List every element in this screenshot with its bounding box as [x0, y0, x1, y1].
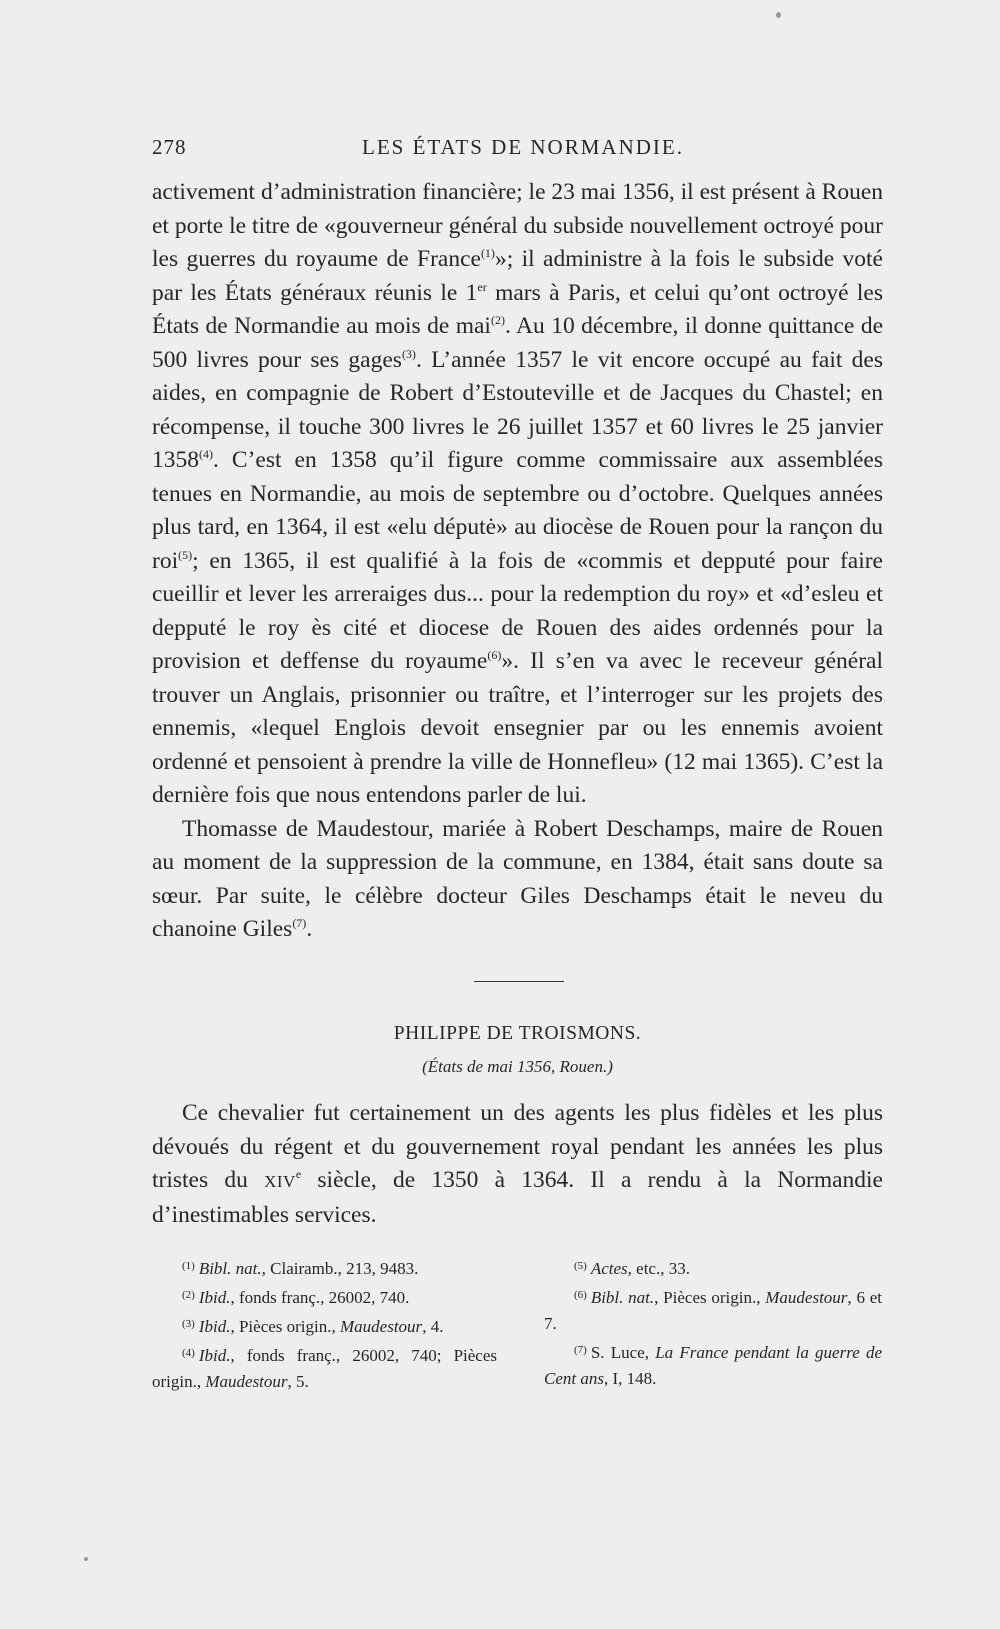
footnote-5: $^{(5)}$ Actes, etc., 33.: [574, 1259, 690, 1278]
paper-speck: [776, 12, 781, 18]
page-header: [152, 135, 882, 165]
footnote-ref-6[interactable]: (6): [487, 648, 502, 662]
footnote-6: $^{(6)}$ Bibl. nat., Pièces origin., Maudestour, 6 et 7.: [544, 1288, 882, 1333]
footnote-ref-3[interactable]: (3): [401, 346, 416, 361]
paragraph-maudestour: activement d’administration financière; le 23 mai 1356, il est présent à Rouen et porte le titre de «gouverneur général du subside nouvellement octroyé pour les guerres du royaume de France$^{(1)}$»; il administre à la fois le subside voté par les États généraux réunis le 1er mars à Paris, et celui qu’ont octroyé les États de Normandie au mois de mai$^{(2)}$. Au 10 décembre, il donne quittance de 500 livres pour ses gages$^{(3)}$. L’année 1357 le vit encore occupé au fait des aides, en compagnie de Robert d’Estouteville et de Jacques du Chastel; en récompense, il touche 300 livres le 26 juillet 1357 et 60 livres le 25 janvier 1358$^{(4)}$. C’est en 1358 qu’il figure comme commissaire aux assemblées tenues en Normandie, au mois de septembre ou d’octobre. Quelques années plus tard, en 1364, il est «elu députė» au diocèse de Rouen pour la rançon du roi$^{(5)}$; en 1365, il est qualifié à la fois de «commis et depputé pour faire cueillir et lever les arreraiges dus... pour la redemption du roy» et «d’esleu et depputé le roy ès cité et diocese de Rouen des aides ordennés pour la provision et deffense du royaume$^{(6)}$». Il s’en va avec le receveur général trouver un Anglais, prisonnier ou traître, et l’interroger sur les projets des ennemis, «lequel Englois devoit ensegnier par ou les ennemis avoient ordenné et pensoient à prendre la ville de Honnefleu» (12 mai 1365). C’est la dernière fois que nous entendons parler de lui.: [152, 179, 884, 808]
section-subtitle: (États de mai 1356, Rouen.): [422, 1057, 613, 1076]
footnotes-left: [152, 1253, 497, 1395]
running-title: LES ÉTATS DE NORMANDIE.: [362, 135, 684, 159]
footnote-ref-2[interactable]: (2): [490, 313, 505, 327]
footnote-ref-5[interactable]: (5): [178, 547, 193, 562]
paragraph-troismons: Ce chevalier fut certainement un des agents les plus fidèles et les plus dévoués du régent et du gouvernement royal pendant les années les plus tristes du XIVe siècle, de 1350 à 1364. Il a rendu à la Normandie d’inestimables services.: [152, 1100, 883, 1228]
page-number: 278: [152, 135, 187, 159]
section-text: [152, 1097, 883, 1232]
footnote-ref-4[interactable]: (4): [199, 447, 213, 461]
footnote-4: $^{(4)}$ Ibid., fonds franç., 26002, 740; Pièces origin., Maudestour, 5.: [152, 1346, 497, 1391]
section-title: PHILIPPE DE TROISMONS.: [393, 1023, 642, 1044]
footnote-1: $^{(1)}$ Bibl. nat., Clairamb., 213, 9483.: [182, 1259, 419, 1278]
footnote-7: $^{(7)}$ S. Luce, La France pendant la guerre de Cent ans, I, 148.: [544, 1343, 882, 1388]
footnote-3: $^{(3)}$ Ibid., Pièces origin., Maudestour, 4.: [182, 1317, 444, 1336]
ordinal-superscript: er: [477, 279, 487, 294]
footnote-2: $^{(2)}$ Ibid., fonds franç., 26002, 740.: [182, 1288, 410, 1307]
footnote-ref-7[interactable]: (7): [292, 916, 307, 930]
footnote-ref-1[interactable]: (1): [480, 246, 495, 260]
section-divider: [474, 981, 564, 982]
century-numeral: XIV: [264, 1172, 296, 1191]
paper-speck: [84, 1557, 88, 1561]
century-superscript: e: [295, 1167, 302, 1181]
footnotes-right: [544, 1253, 882, 1392]
paragraph-thomasse: Thomasse de Maudestour, mariée à Robert Deschamps, maire de Rouen au moment de la suppression de la commune, en 1384, était sans doute sa sœur. Par suite, le célèbre docteur Giles Deschamps était le neveu du chanoine Giles$^{(7)}$.: [152, 815, 883, 942]
main-text: [152, 176, 883, 947]
